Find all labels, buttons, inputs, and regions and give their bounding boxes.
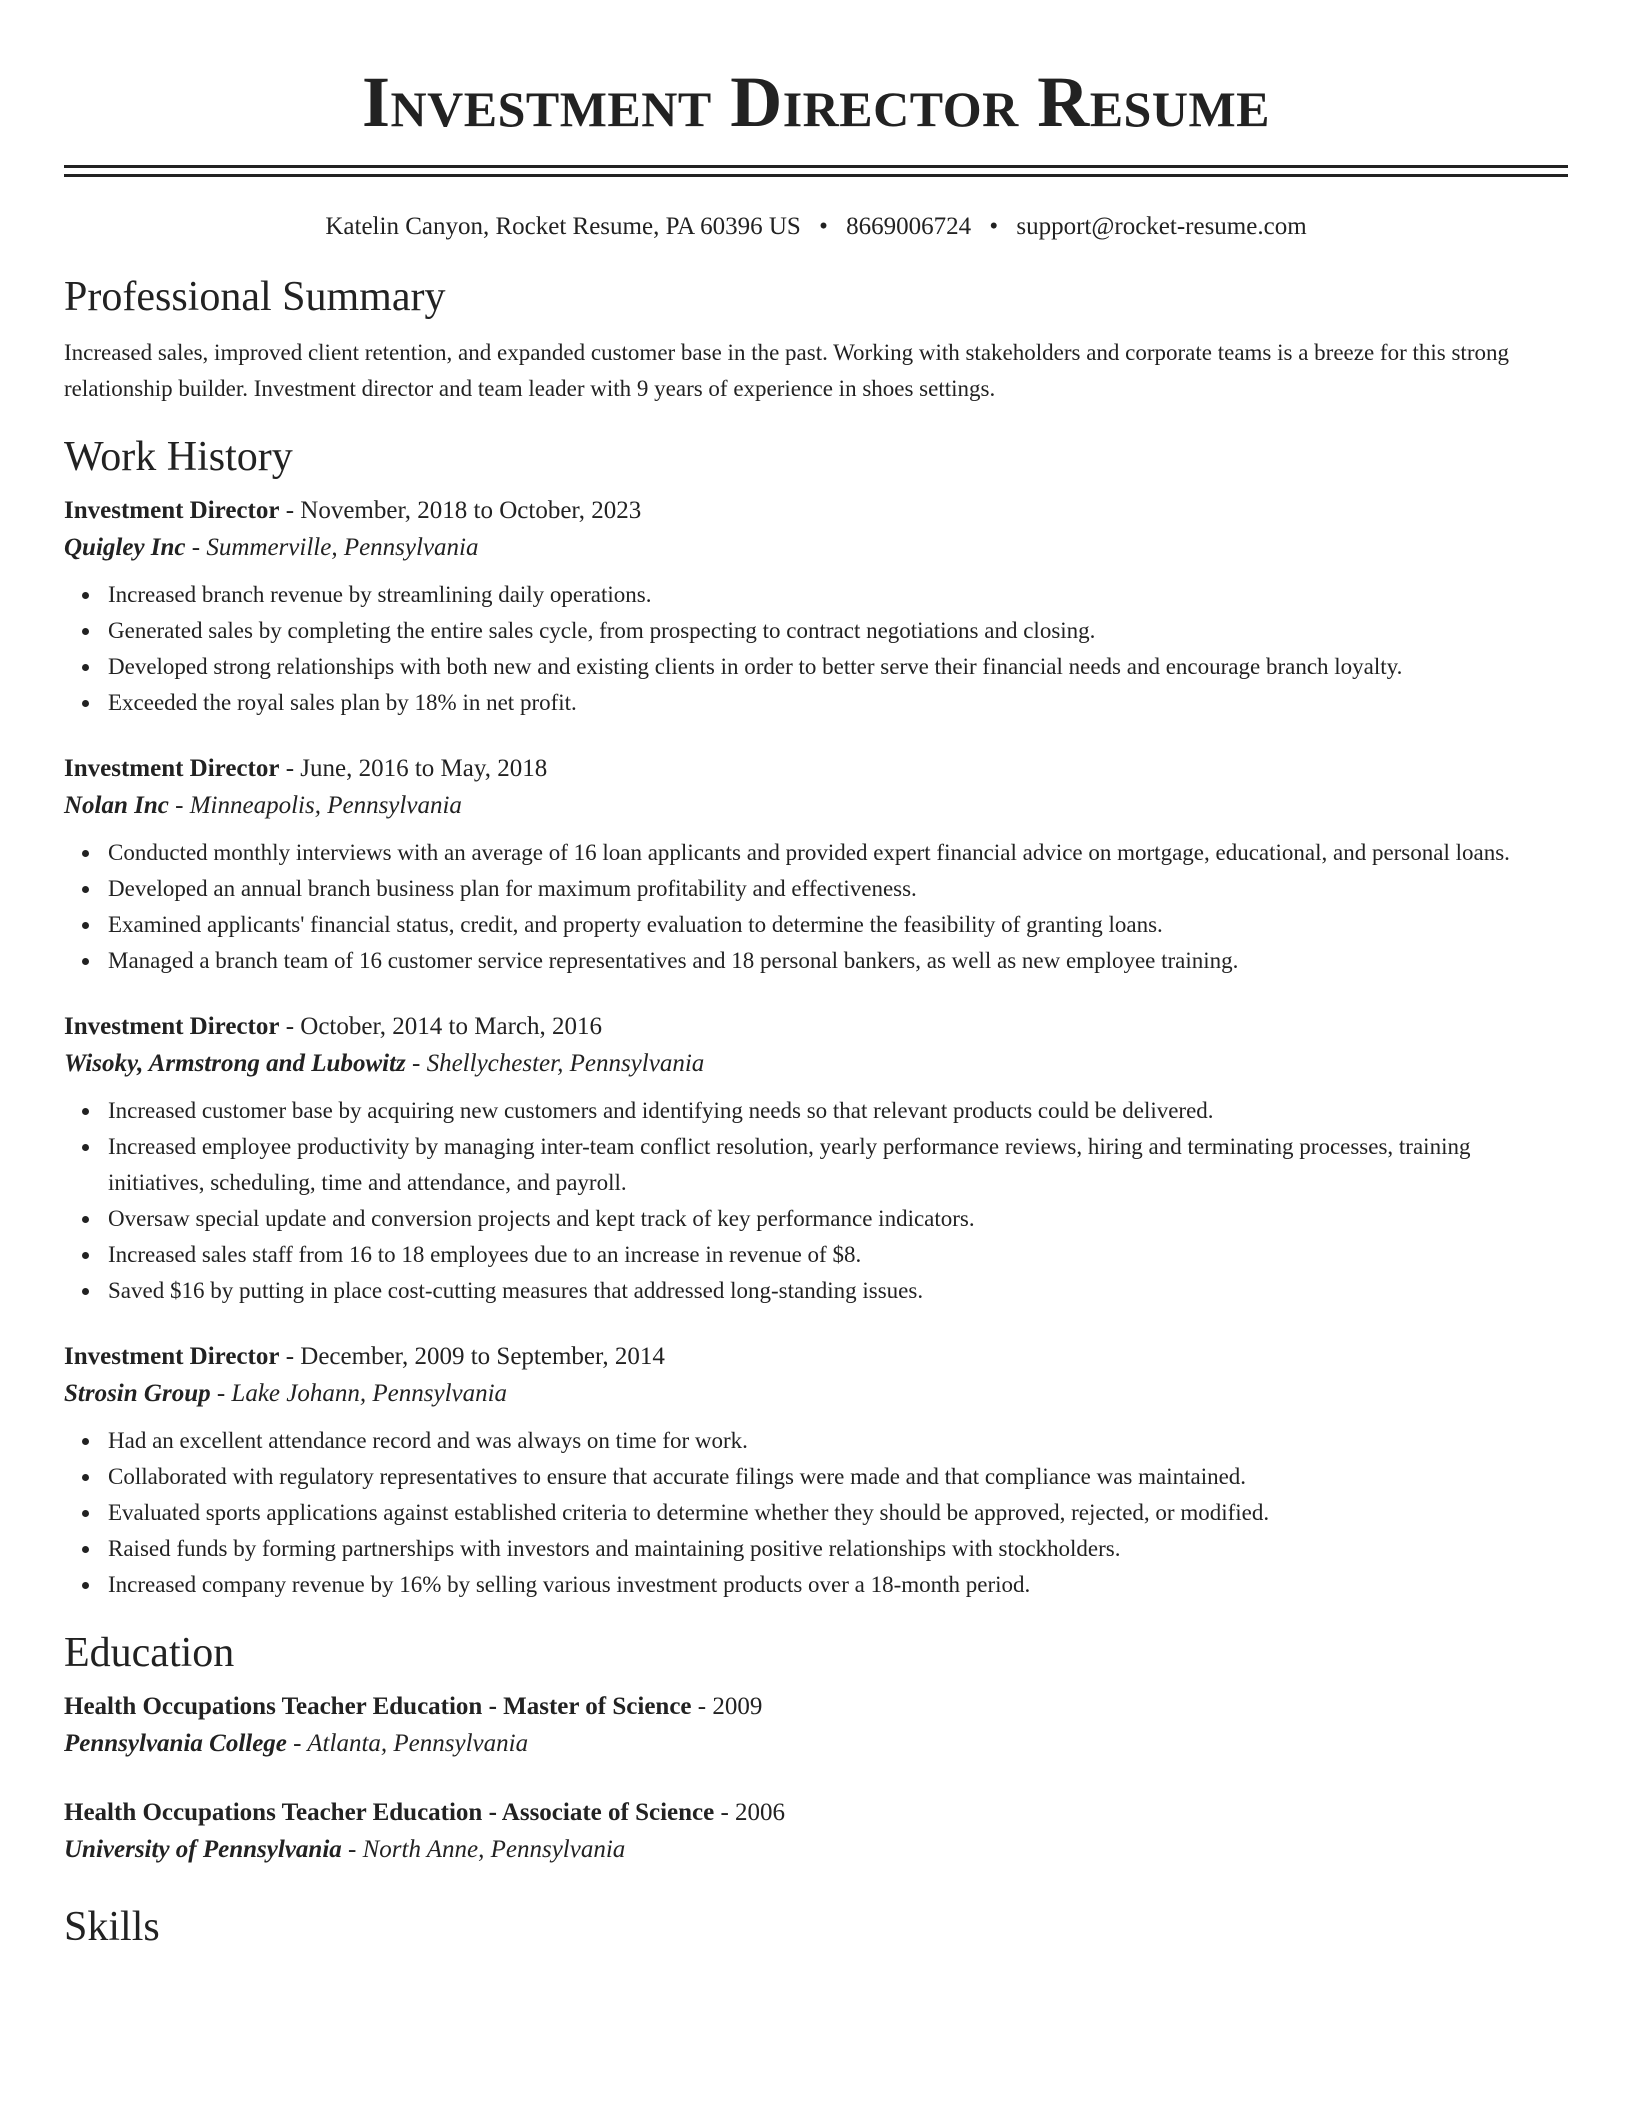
summary-heading: Professional Summary (64, 274, 446, 320)
summary-section (64, 271, 1568, 407)
job-location: - Summerville, Pennsylvania (185, 534, 479, 561)
job-entry (64, 751, 1568, 979)
job-bullet: Examined applicants' financial status, credit, and property evaluation to determine the feasibility of granting loans. (108, 907, 1568, 943)
job-bullet: Generated sales by completing the entire sales cycle, from prospecting to contract negotiations and closing. (108, 613, 1568, 649)
job-header (64, 1339, 1568, 1375)
contact-address: Katelin Canyon, Rocket Resume, PA 60396 US (325, 213, 801, 240)
contact-separator: • (989, 213, 999, 240)
job-bullet: Increased company revenue by 16% by selling various investment products over a 18-month period. (108, 1567, 1568, 1603)
job-header (64, 493, 1568, 529)
education-location: - North Anne, Pennsylvania (341, 1836, 626, 1863)
job-bullet: Increased customer base by acquiring new customers and identifying needs so that relevant products could be delivered. (108, 1093, 1568, 1129)
job-bullet: Increased employee productivity by managing inter-team conflict resolution, yearly performance reviews, hiring and terminating processes, training initiatives, scheduling, time and attendance, and payroll. (108, 1129, 1568, 1201)
education-location: - Atlanta, Pennsylvania (286, 1730, 529, 1757)
job-employer (64, 1045, 1568, 1083)
job-title: Investment Director (64, 755, 280, 782)
education-header (64, 1795, 1568, 1831)
job-location: - Lake Johann, Pennsylvania (210, 1380, 508, 1407)
job-bullet: Raised funds by forming partnerships with investors and maintaining positive relationships with stockholders. (108, 1531, 1568, 1567)
job-bullet: Oversaw special update and conversion projects and kept track of key performance indicators. (108, 1201, 1568, 1237)
job-bullet: Managed a branch team of 16 customer service representatives and 18 personal bankers, as well as new employee training. (108, 943, 1568, 979)
job-location: - Minneapolis, Pennsylvania (168, 792, 462, 819)
job-bullets (64, 835, 1568, 979)
job-entry (64, 1339, 1568, 1603)
job-bullets (64, 577, 1568, 721)
job-bullet: Increased sales staff from 16 to 18 employees due to an increase in revenue of $8. (108, 1237, 1568, 1273)
job-title: Investment Director (64, 1013, 280, 1040)
job-company: Strosin Group (64, 1380, 211, 1407)
job-entry (64, 493, 1568, 721)
job-title: Investment Director (64, 1343, 280, 1370)
job-dates: - June, 2016 to May, 2018 (279, 755, 548, 782)
job-bullet: Had an excellent attendance record and was always on time for work. (108, 1423, 1568, 1459)
education-school-line (64, 1831, 1568, 1869)
job-company: Wisoky, Armstrong and Lubowitz (64, 1050, 406, 1077)
education-entry (64, 1795, 1568, 1869)
education-entry (64, 1689, 1568, 1763)
job-bullets (64, 1423, 1568, 1603)
education-year: - 2006 (714, 1799, 786, 1826)
job-company: Quigley Inc (64, 534, 186, 561)
job-header (64, 751, 1568, 787)
job-location: - Shellychester, Pennsylvania (405, 1050, 705, 1077)
job-bullets (64, 1093, 1568, 1309)
contact-email: support@rocket-resume.com (1016, 213, 1307, 240)
contact-line (64, 211, 1568, 243)
job-employer (64, 787, 1568, 825)
job-dates: - December, 2009 to September, 2014 (279, 1343, 665, 1370)
education-degree: Health Occupations Teacher Education - Associate of Science (64, 1799, 715, 1826)
education-school-line (64, 1725, 1568, 1763)
job-title: Investment Director (64, 497, 280, 524)
work-history-heading: Work History (64, 434, 293, 480)
job-entry (64, 1009, 1568, 1309)
title-divider-top (64, 165, 1568, 168)
job-bullet: Exceeded the royal sales plan by 18% in net profit. (108, 685, 1568, 721)
job-bullet: Saved $16 by putting in place cost-cutting measures that addressed long-standing issues. (108, 1273, 1568, 1309)
job-dates: - October, 2014 to March, 2016 (279, 1013, 602, 1040)
education-degree: Health Occupations Teacher Education - Master of Science (64, 1693, 692, 1720)
job-bullet: Developed an annual branch business plan for maximum profitability and effectiveness. (108, 871, 1568, 907)
contact-phone: 8669006724 (846, 213, 972, 240)
job-dates: - November, 2018 to October, 2023 (279, 497, 642, 524)
job-employer (64, 1375, 1568, 1413)
job-list (64, 493, 1568, 1603)
education-header (64, 1689, 1568, 1725)
job-bullet: Developed strong relationships with both new and existing clients in order to better serve their financial needs and encourage branch loyalty. (108, 649, 1568, 685)
job-bullet: Evaluated sports applications against established criteria to determine whether they should be approved, rejected, or modified. (108, 1495, 1568, 1531)
summary-text: Increased sales, improved client retention, and expanded customer base in the past. Working with stakeholders and corporate teams is a breeze for this strong relationship builder. Investment director and team leader with 9 years of experience in shoes settings. (64, 340, 1509, 401)
job-bullet: Conducted monthly interviews with an average of 16 loan applicants and provided expert financial advice on mortgage, educational, and personal loans. (108, 835, 1568, 871)
title-divider-bottom (64, 174, 1568, 177)
education-school: University of Pennsylvania (64, 1836, 342, 1863)
job-bullet: Increased branch revenue by streamlining daily operations. (108, 577, 1568, 613)
education-list (64, 1689, 1568, 1869)
education-heading: Education (64, 1630, 235, 1676)
education-year: - 2009 (691, 1693, 763, 1720)
education-section (64, 1627, 1568, 1869)
skills-section (64, 1901, 1568, 1953)
skills-heading: Skills (64, 1904, 160, 1950)
education-school: Pennsylvania College (64, 1730, 287, 1757)
job-company: Nolan Inc (64, 792, 169, 819)
work-history-section (64, 431, 1568, 1603)
resume-title: Investment Director Resume (361, 62, 1270, 142)
job-employer (64, 529, 1568, 567)
job-header (64, 1009, 1568, 1045)
job-bullet: Collaborated with regulatory representatives to ensure that accurate filings were made and that compliance was maintained. (108, 1459, 1568, 1495)
contact-separator: • (819, 213, 828, 240)
